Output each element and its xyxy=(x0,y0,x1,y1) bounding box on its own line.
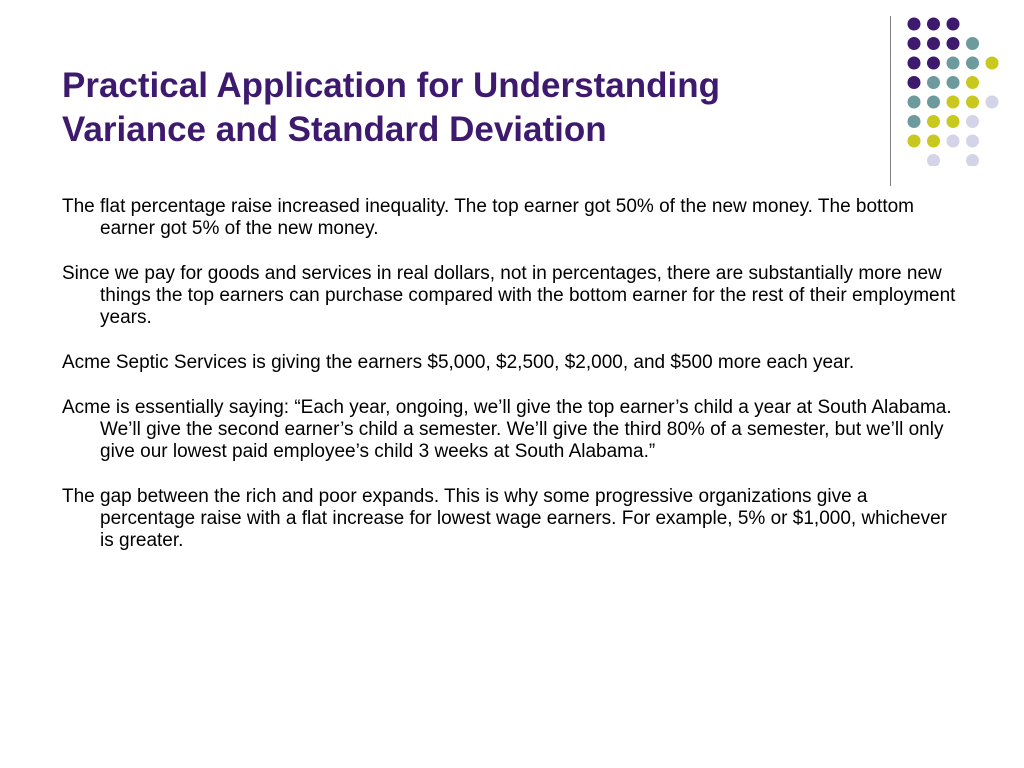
decorative-dot xyxy=(908,37,921,50)
decorative-dot-grid xyxy=(906,16,1006,166)
title-divider-line xyxy=(890,16,891,186)
decorative-dot xyxy=(927,76,940,89)
decorative-dot xyxy=(927,18,940,31)
decorative-dot xyxy=(927,96,940,109)
decorative-dot xyxy=(927,154,940,166)
decorative-dot xyxy=(966,154,979,166)
slide-title-line-2: Variance and Standard Deviation xyxy=(62,110,607,149)
decorative-dot xyxy=(947,115,960,128)
decorative-dot xyxy=(908,135,921,148)
decorative-dot xyxy=(927,57,940,70)
decorative-dot xyxy=(927,135,940,148)
decorative-dot xyxy=(966,135,979,148)
decorative-dot xyxy=(986,96,999,109)
slide-title-line-1: Practical Application for Understanding xyxy=(62,66,720,105)
body-paragraph-1: The flat percentage raise increased inequality. The top earner got 50% of the new money. The bottom earner got 5% of the new money. xyxy=(62,196,914,239)
decorative-dot xyxy=(947,18,960,31)
decorative-dot xyxy=(966,115,979,128)
decorative-dot xyxy=(947,135,960,148)
slide-title xyxy=(62,64,862,152)
decorative-dot xyxy=(947,57,960,70)
decorative-dot xyxy=(927,37,940,50)
decorative-dot xyxy=(908,18,921,31)
body-paragraph-2: Since we pay for goods and services in real dollars, not in percentages, there are substantially more new things the top earners can purchase compared with the bottom earner for the rest of their employment years. xyxy=(62,263,956,328)
body-paragraph-3: Acme Septic Services is giving the earners $5,000, $2,500, $2,000, and $500 more each year. xyxy=(62,352,855,373)
slide-body xyxy=(62,196,962,575)
decorative-dot xyxy=(927,115,940,128)
decorative-dot xyxy=(908,57,921,70)
decorative-dot xyxy=(908,115,921,128)
decorative-dot xyxy=(966,37,979,50)
decorative-dot xyxy=(947,96,960,109)
decorative-dot xyxy=(908,76,921,89)
body-paragraph-4: Acme is essentially saying: “Each year, ongoing, we’ll give the top earner’s child a year at South Alabama. We’ll give the second earner’s child a semester. We’ll give the third 80% of a semester, but we’ll only give our lowest paid employee’s child 3 weeks at South Alabama.” xyxy=(62,397,952,462)
decorative-dot xyxy=(908,96,921,109)
body-paragraph-5: The gap between the rich and poor expands. This is why some progressive organizations give a percentage raise with a flat increase for lowest wage earners. For example, 5% or $1,000, whichever is greater. xyxy=(62,486,947,551)
decorative-dot xyxy=(966,76,979,89)
decorative-dot xyxy=(947,76,960,89)
decorative-dot xyxy=(966,96,979,109)
decorative-dot xyxy=(966,57,979,70)
decorative-dot xyxy=(986,57,999,70)
decorative-dot xyxy=(947,37,960,50)
